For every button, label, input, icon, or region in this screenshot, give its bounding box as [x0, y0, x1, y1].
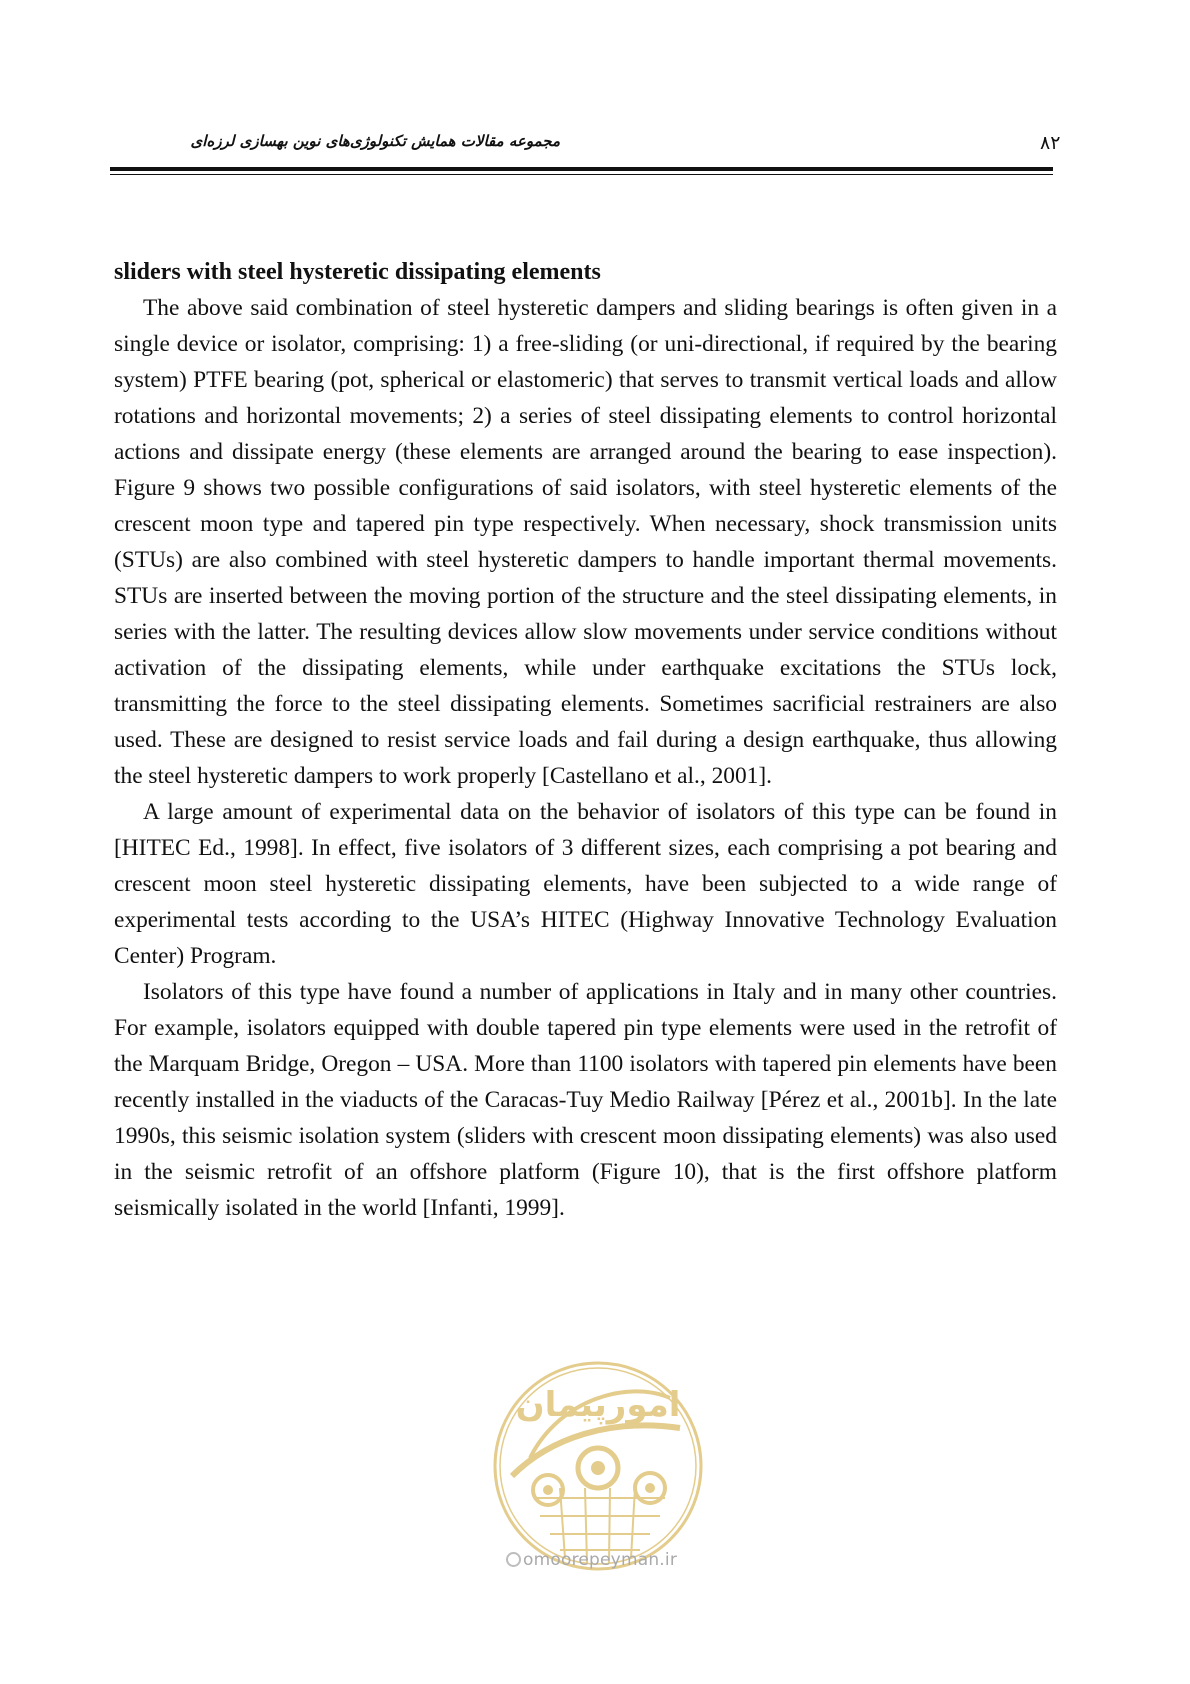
at-icon	[506, 1552, 521, 1567]
header-rule-thick	[110, 167, 1053, 171]
paragraph: Isolators of this type have found a number of applications in Italy and in many other countries. For example, isolators equipped with double tapered pin type elements were used in the retrofit of the Marquam Bridge, Oregon – USA. More than 1100 isolators with tapered pin elements have been recently installed in the viaducts of the Caracas-Tuy Medio Railway [Pérez et al., 2001b]. In the late 1990s, this seismic isolation system (sliders with crescent moon dissipating elements) was also used in the seismic retrofit of an offshore platform (Figure 10), that is the first offshore platform seismically isolated in the world [Infanti, 1999].	[114, 979, 1057, 1221]
paragraph: The above said combination of steel hysteretic dampers and sliding bearings is often given in a single device or isolator, comprising: 1) a free-sliding (or uni-directional, if required by the bearing system) PTFE bearing (pot, spherical or elastomeric) that serves to transmit vertical loads and allow rotations and horizontal movements; 2) a series of steel dissipating elements to control horizontal actions and dissipate energy (these elements are arranged around the bearing to ease inspection). Figure 9 shows two possible configurations of said isolators, with steel hysteretic elements of the crescent moon type and tapered pin type respectively. When necessary, shock transmission units (STUs) are also combined with steel hysteretic dampers to handle important thermal movements. STUs are inserted between the moving portion of the structure and the steel dissipating elements, in series with the latter. The resulting devices allow slow movements under service conditions without activation of the dissipating elements, while under earthquake excitations the STUs lock, transmitting the force to the steel dissipating elements. Sometimes sacrificial restrainers are also used. These are designed to resist service loads and fail during a design earthquake, thus allowing the steel hysteretic dampers to work properly [Castellano et al., 2001].	[114, 295, 1057, 789]
watermark-logo	[490, 1358, 706, 1574]
watermark-url-text: omoorepeyman.ir	[523, 1550, 678, 1570]
page-number: ۸۲	[1040, 132, 1061, 154]
watermark-url	[506, 1550, 706, 1570]
running-header-title: مجموعه مقالات همایش تکنولوژی‌های نوین بهسازی لرزه‌ای	[190, 132, 560, 150]
watermark-logo-text: امورپیمان	[515, 1385, 681, 1425]
header-rule-thin	[110, 174, 1053, 175]
body-text	[114, 254, 1057, 1226]
paragraph: A large amount of experimental data on the behavior of isolators of this type can be found in [HITEC Ed., 1998]. In effect, five isolators of 3 different sizes, each comprising a pot bearing and crescent moon steel hysteretic dissipating elements, have been subjected to a wide range of experimental tests according to the USA’s HITEC (Highway Innovative Technology Evaluation Center) Program.	[114, 799, 1057, 969]
section-heading: sliders with steel hysteretic dissipating elements	[114, 259, 601, 285]
